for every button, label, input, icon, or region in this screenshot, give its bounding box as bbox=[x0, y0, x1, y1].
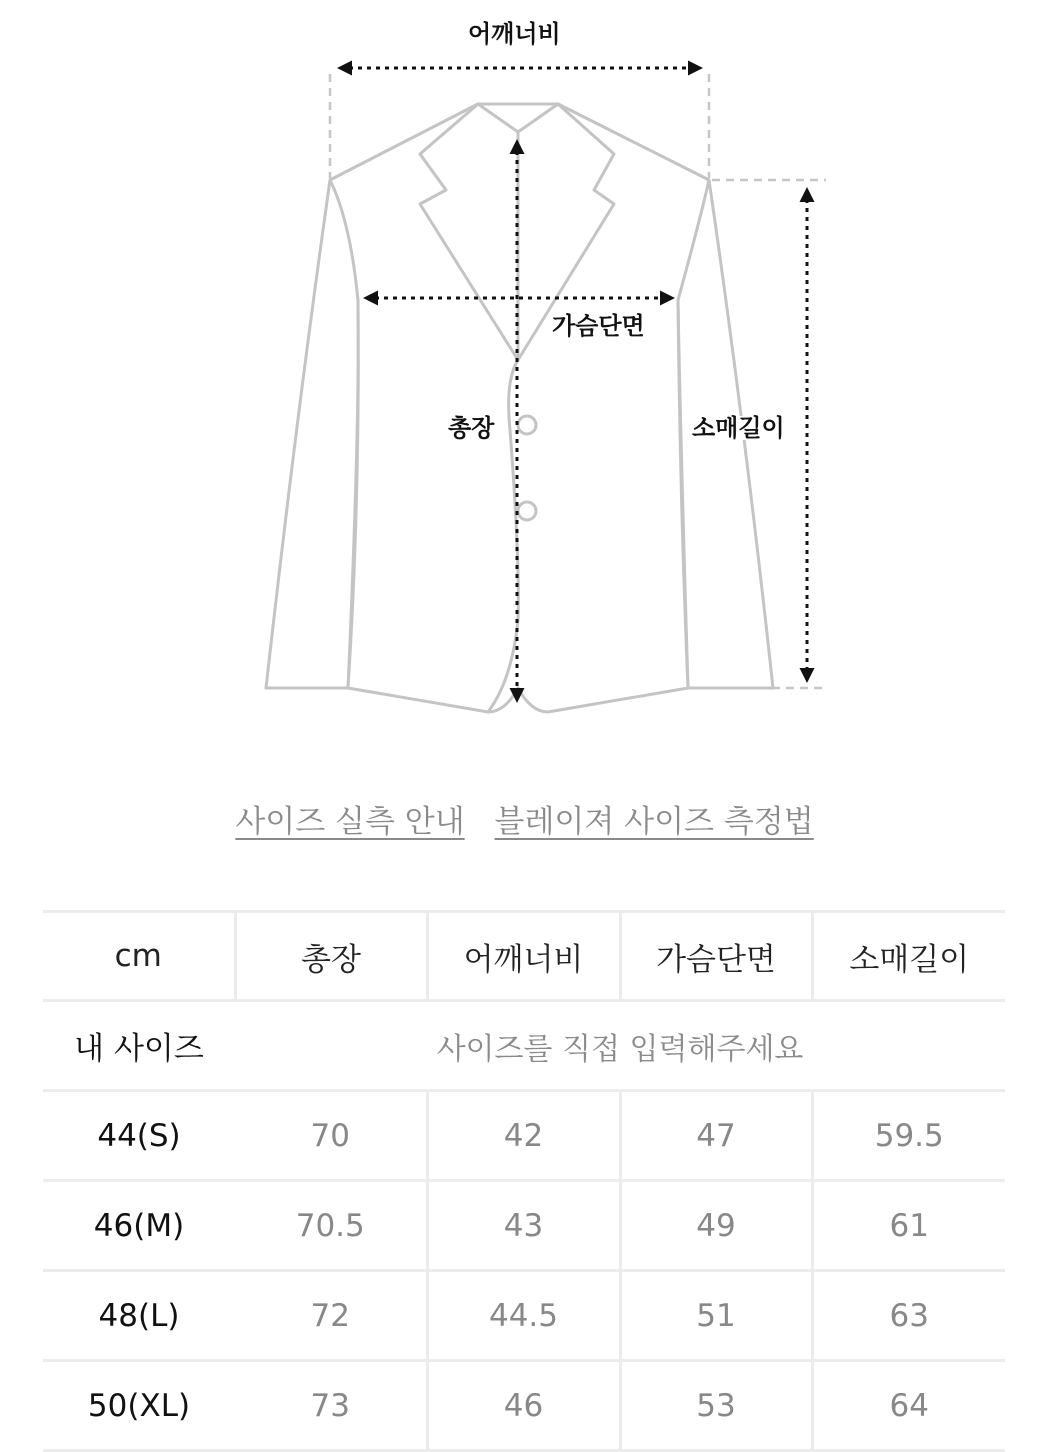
table-cell: 53 bbox=[620, 1361, 812, 1451]
table-cell: 63 bbox=[812, 1271, 1005, 1361]
sleeve-label: 소매길이 bbox=[692, 414, 785, 442]
size-label: 48(L) bbox=[43, 1271, 235, 1361]
size-table bbox=[43, 910, 1005, 1452]
table-cell: 51 bbox=[620, 1271, 812, 1361]
my-size-input[interactable]: 사이즈를 직접 입력해주세요 bbox=[235, 1001, 1005, 1091]
length-label: 총장 bbox=[448, 414, 495, 442]
table-row bbox=[43, 1181, 1005, 1271]
table-row bbox=[43, 1361, 1005, 1451]
size-label: 44(S) bbox=[43, 1091, 235, 1181]
table-cell: 61 bbox=[812, 1181, 1005, 1271]
table-cell: 70 bbox=[235, 1091, 427, 1181]
shoulder-label: 어깨너비 bbox=[468, 20, 561, 48]
column-header-sleeve: 소매길이 bbox=[812, 912, 1005, 1001]
size-label: 46(M) bbox=[43, 1181, 235, 1271]
table-cell: 70.5 bbox=[235, 1181, 427, 1271]
jacket-shape bbox=[266, 104, 773, 712]
column-header-chest: 가슴단면 bbox=[620, 912, 812, 1001]
column-header-length: 총장 bbox=[235, 912, 427, 1001]
column-header-shoulder: 어깨너비 bbox=[427, 912, 620, 1001]
size-guide-link[interactable]: 사이즈 실측 안내 bbox=[235, 804, 465, 840]
my-size-label: 내 사이즈 bbox=[43, 1001, 235, 1091]
chest-label: 가슴단면 bbox=[552, 312, 645, 340]
table-cell: 46 bbox=[427, 1361, 620, 1451]
table-cell: 73 bbox=[235, 1361, 427, 1451]
table-row bbox=[43, 1271, 1005, 1361]
blazer-measure-link[interactable]: 블레이져 사이즈 측정법 bbox=[494, 804, 814, 840]
table-cell: 44.5 bbox=[427, 1271, 620, 1361]
unit-header: cm bbox=[43, 912, 235, 1001]
table-cell: 59.5 bbox=[812, 1091, 1005, 1181]
table-cell: 64 bbox=[812, 1361, 1005, 1451]
table-cell: 72 bbox=[235, 1271, 427, 1361]
size-links bbox=[0, 796, 1049, 841]
table-header-row bbox=[43, 912, 1005, 1001]
table-cell: 49 bbox=[620, 1181, 812, 1271]
table-cell: 42 bbox=[427, 1091, 620, 1181]
size-label: 50(XL) bbox=[43, 1361, 235, 1451]
my-size-row bbox=[43, 1001, 1005, 1091]
table-cell: 47 bbox=[620, 1091, 812, 1181]
table-cell: 43 bbox=[427, 1181, 620, 1271]
table-row bbox=[43, 1091, 1005, 1181]
